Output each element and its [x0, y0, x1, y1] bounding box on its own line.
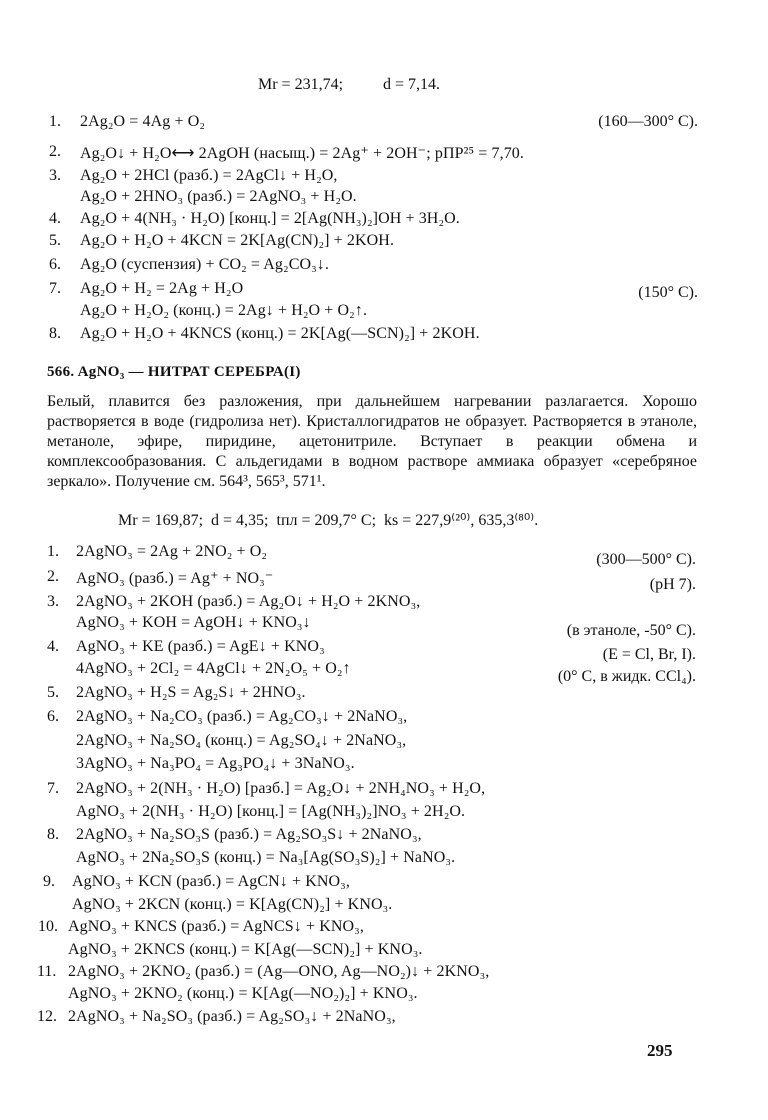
- reaction-number: 4.: [47, 638, 59, 655]
- reaction-number: 2.: [47, 568, 59, 585]
- reaction-equation: AgNO₃ + KCN (разб.) = AgCN↓ + KNO₃,: [72, 873, 350, 890]
- reaction-equation: Ag₂O (суспензия) + CO₂ = Ag₂CO₃↓.: [80, 256, 330, 273]
- reaction-condition: (300—500° C).: [596, 551, 696, 568]
- reaction-equation: AgNO₃ + KOH = AgOH↓ + KNO₃↓: [76, 614, 311, 631]
- reaction-number: 1.: [49, 113, 61, 130]
- reaction-equation: 2Ag₂O = 4Ag + O₂: [80, 113, 206, 130]
- reaction-number: 7.: [47, 780, 59, 797]
- reaction-equation: AgNO₃ + 2KNO₂ (конц.) = K[Ag(—NO₂)₂] + KNO₃.: [68, 985, 418, 1002]
- reaction-equation: 3AgNO₃ + Na₃PO₄ = Ag₃PO₄↓ + 3NaNO₃.: [76, 755, 355, 772]
- reaction-equation: AgNO₃ + KE (разб.) = AgE↓ + KNO₃: [76, 638, 325, 655]
- reaction-equation: 4AgNO₃ + 2Cl₂ = 4AgCl↓ + 2N₂O₅ + O₂↑: [76, 660, 351, 677]
- reaction-equation: 2AgNO₃ + 2(NH₃ · H₂O) [разб.] = Ag₂O↓ + 2NH₄NO₃ + H₂O,: [76, 780, 486, 797]
- reaction-number: 7.: [49, 280, 61, 297]
- reaction-equation: AgNO₃ + 2KCN (конц.) = K[Ag(CN)₂] + KNO₃.: [72, 896, 393, 913]
- reaction-condition: (pH 7).: [649, 576, 696, 593]
- reaction-equation: AgNO₃ (разб.) = Ag⁺ + NO₃⁻: [76, 570, 274, 587]
- section-heading: 566. AgNO₃ — НИТРАТ СЕРЕБРА(I): [47, 364, 301, 380]
- reaction-equation: Ag₂O + H₂O₂ (конц.) = 2Ag↓ + H₂O + O₂↑.: [80, 302, 368, 319]
- agno3-constants: Mr = 169,87; d = 4,35; tпл = 209,7° C; ks = 227,9⁽²⁰⁾, 635,3⁽⁸⁰⁾.: [118, 512, 539, 529]
- reaction-condition: (0° C, в жидк. CCl₄).: [557, 668, 696, 685]
- reaction-number: 1.: [47, 543, 59, 560]
- reaction-condition: (в этаноле, -50° C).: [566, 622, 696, 639]
- reaction-equation: Ag₂O + H₂ = 2Ag + H₂O: [80, 280, 244, 297]
- reaction-equation: 2AgNO₃ + Na₂SO₄ (конц.) = Ag₂SO₄↓ + 2NaNO₃,: [76, 732, 407, 749]
- reaction-equation: AgNO₃ + KNCS (разб.) = AgNCS↓ + KNO₃,: [68, 918, 364, 935]
- reaction-number: 5.: [49, 232, 61, 249]
- reaction-number: 2.: [49, 143, 61, 160]
- reaction-condition: (E = Cl, Br, I).: [602, 646, 696, 663]
- ag2o-constants: Mr = 231,74; d = 7,14.: [258, 76, 441, 93]
- reaction-number: 8.: [47, 826, 59, 843]
- reaction-equation: AgNO₃ + 2(NH₃ · H₂O) [конц.] = [Ag(NH₃)₂]NO₃ + 2H₂O.: [76, 803, 466, 820]
- reaction-equation: 2AgNO₃ + Na₂SO₃ (разб.) = Ag₂SO₃↓ + 2NaNO₃,: [68, 1008, 396, 1025]
- reaction-number: 11.: [37, 963, 57, 980]
- reaction-number: 3.: [47, 593, 59, 610]
- reaction-equation: 2AgNO₃ + H₂S = Ag₂S↓ + 2HNO₃.: [76, 684, 306, 701]
- reaction-number: 4.: [49, 210, 61, 227]
- reaction-equation: 2AgNO₃ + 2KOH (разб.) = Ag₂O↓ + H₂O + 2KNO₃,: [76, 593, 421, 610]
- reaction-number: 8.: [49, 325, 61, 342]
- reaction-number: 6.: [49, 256, 61, 273]
- page-number: 295: [647, 1041, 673, 1060]
- reaction-number: 5.: [47, 684, 59, 701]
- reaction-number: 6.: [47, 708, 59, 725]
- reaction-equation: Ag₂O + H₂O + 4KNCS (конц.) = 2K[Ag(—SCN)₂] + 2KOH.: [80, 325, 480, 342]
- reaction-equation: Ag₂O + 4(NH₃ · H₂O) [конц.] = 2[Ag(NH₃)₂]OH + 3H₂O.: [80, 210, 460, 227]
- reaction-equation: 2AgNO₃ + Na₂CO₃ (разб.) = Ag₂CO₃↓ + 2NaNO₃,: [76, 708, 408, 725]
- reaction-equation: 2AgNO₃ + Na₂SO₃S (разб.) = Ag₂SO₃S↓ + 2NaNO₃,: [76, 826, 422, 843]
- reaction-number: 12.: [37, 1008, 57, 1025]
- reaction-number: 3.: [49, 167, 61, 184]
- reaction-equation: AgNO₃ + 2KNCS (конц.) = K[Ag(—SCN)₂] + KNO₃.: [68, 941, 423, 958]
- reaction-condition: (150° C).: [638, 284, 698, 301]
- reaction-number: 9.: [43, 873, 55, 890]
- reaction-equation: Ag₂O + H₂O + 4KCN = 2K[Ag(CN)₂] + 2KOH.: [80, 232, 395, 249]
- section-description: Белый, плавится без разложения, при дальнейшем нагревании разлагается. Хорошо растворяется в воде (гидролиза нет). Кристаллогидратов не образует. Растворяется в этаноле, метаноле, эфире, пиридине, ацетонитриле. Вступает в реакции обмена и комплексообразования. С альдегидами в водном растворе аммиака образует «серебряное зеркало». Получение см. 564³, 565³, 571¹.: [47, 393, 697, 490]
- reaction-equation: Ag₂O + 2HNO₃ (разб.) = 2AgNO₃ + H₂O.: [80, 188, 357, 205]
- reaction-equation: AgNO₃ + 2Na₂SO₃S (конц.) = Na₃[Ag(SO₃S)₂] + NaNO₃.: [76, 849, 456, 866]
- reaction-equation: 2AgNO₃ + 2KNO₂ (разб.) = (Ag—ONO, Ag—NO₂)↓ + 2KNO₃,: [68, 963, 490, 980]
- reaction-equation: Ag₂O↓ + H₂O⟷ 2AgOH (насыщ.) = 2Ag⁺ + 2OH⁻; pПP²⁵ = 7,70.: [80, 145, 524, 162]
- reaction-equation: Ag₂O + 2HCl (разб.) = 2AgCl↓ + H₂O,: [80, 167, 338, 184]
- reaction-equation: 2AgNO₃ = 2Ag + 2NO₂ + O₂: [76, 543, 268, 560]
- reaction-number: 10.: [38, 918, 58, 935]
- reaction-condition: (160—300° C).: [598, 113, 698, 130]
